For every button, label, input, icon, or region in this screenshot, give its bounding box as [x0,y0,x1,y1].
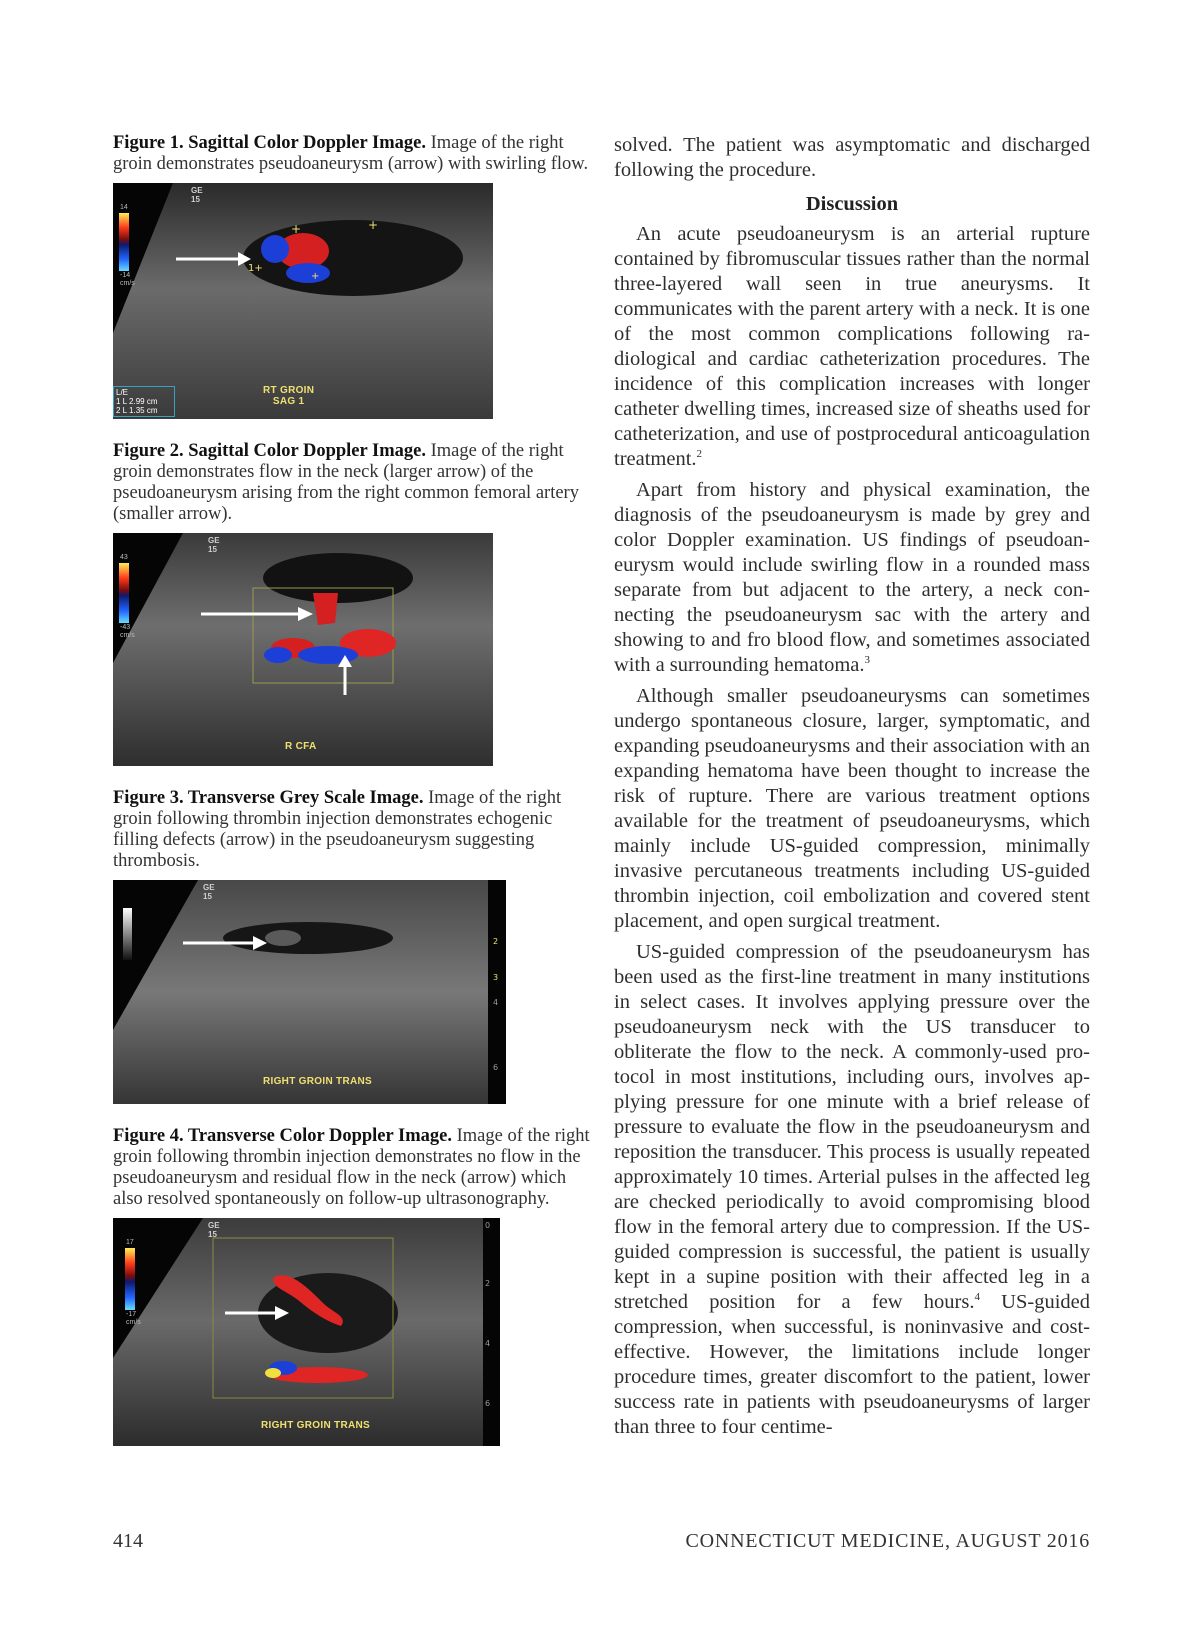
reference-2: 2 [696,448,703,461]
figure-1-overlay-label: RT GROIN SAG 1 [263,385,315,407]
figure-1-ultrasound-graphic [113,183,493,419]
figure-2-text: Image of the right groin demonstrates flow in the neck (larger arrow) of the pseudoaneurysm arising from the right common femoral artery (smaller arrow). [113,441,579,524]
figure-2-overlay-label: R CFA [285,741,317,752]
ge-logo: GE 15 [208,536,220,554]
paragraph-2 [614,478,1090,678]
svg-text:4: 4 [493,998,499,1007]
measurement-box [113,386,175,417]
svg-text:2: 2 [485,1279,491,1288]
figure-3-label: Figure 3. Transverse Grey Scale Image. [113,788,424,808]
figure-4-label: Figure 4. Transverse Color Doppler Image. [113,1126,452,1146]
figure-1-scale-unit: cm/s [120,280,135,287]
svg-text:2: 2 [493,937,499,946]
page-number: 414 [113,1530,143,1552]
figure-2-ultrasound-graphic [113,533,493,766]
figure-1-caption [113,133,593,175]
figure-2-label: Figure 2. Sagittal Color Doppler Image. [113,441,426,461]
figure-3-overlay-label: RIGHT GROIN TRANS [263,1076,372,1087]
paragraph-3: Although smaller pseudoaneurysms can sometimes undergo spontaneous closure, larger, symptomatic, and expanding pseudoaneurysms and their association with an expanding hematoma have been thought to increase the risk of rupture. There are various treatment options available for the treatment of pseudoaneurysms, which mainly include US-guided compression, minimally invasive percutaneous treatments including US-guided thrombin injection, coil embolization and covered stent placement, and open surgical treatment. [614,685,1090,932]
figure-3-ultrasound-graphic [113,880,506,1104]
journal-footer: CONNECTICUT MEDICINE, AUGUST 2016 [685,1530,1090,1552]
ge-logo: GE 15 [208,1221,220,1239]
figure-2-caption [113,441,593,525]
measurement-title: L/E [116,388,129,397]
figure-4-ultrasound-graphic [113,1218,500,1446]
ge-logo: GE 15 [203,883,215,901]
svg-text:+: + [311,271,320,282]
paragraph-4-text-a: US-guided compression of the pseudoaneurysm has been used as the first-line treatment in many institutions in select cases. It involves applying pressure over the pseudoaneurysm neck with the US transducer to obliterate the flow to the neck. A commonly-used protocol in most institutions, including ours, involves applying pressure for one minute with a brief release of pressure to evaluate the flow in the pseudoaneurysm and reposition the transducer. This process is usually repeated approximately 10 times. Arterial pulses in the affected leg are checked periodically to avoid compromising blood flow in the femoral artery due to compression. If the US-guided compression is successful, the patient is usually kept in a supine position with their affected leg in a stretched position for a few hours. [614,941,1090,1313]
figure-1-label: Figure 1. Sagittal Color Doppler Image. [113,133,426,153]
figure-2-scale-unit: cm/s [120,632,135,639]
paragraph-2-text: Apart from history and physical examination, the diagnosis of the pseudoaneurysm is made by grey and color Doppler examination. US findings of pseudoaneurysm would include swirling flow in a rounded mass separate from but adjacent to the artery, a neck connecting the pseudoaneurysm sac with the artery and showing to and fro blood flow, and sometimes associated with a surrounding hematoma. [614,479,1090,676]
figure-1-ultrasound-image [113,183,493,419]
svg-text:4: 4 [485,1339,491,1348]
svg-text:6: 6 [485,1399,491,1408]
figure-3-text: Image of the right groin following thrombin injection demonstrates echogenic filling defects (arrow) in the pseudoaneurysm suggesting thrombosis. [113,788,562,871]
figure-2-scale-top: 43 [120,554,128,561]
figure-4-scale-bottom: -17 [126,1311,137,1318]
figure-4-overlay-label: RIGHT GROIN TRANS [261,1420,370,1431]
figure-2-ultrasound-image [113,533,493,766]
figures-column [113,133,593,1446]
svg-text:3: 3 [493,973,499,982]
svg-text:+: + [368,218,379,232]
figure-4-text: Image of the right groin following thrombin injection demonstrates no flow in the pseudoaneurysm and residual flow in the neck (arrow) which also resolved spontaneously on follow-up ultrasonography. [113,1126,590,1209]
figure-4-ultrasound-image [113,1218,500,1446]
svg-text:+: + [291,222,302,236]
svg-text:1+: 1+ [248,263,263,274]
paragraph-1 [614,222,1090,472]
figure-3-caption [113,788,593,872]
measurement-2: 2 L 1.35 cm [116,406,158,415]
reference-3: 3 [864,654,871,667]
ge-logo: GE 15 [191,186,203,204]
svg-text:0: 0 [485,1221,491,1230]
article-text-column [614,133,1090,1440]
figure-1-scale-top: 14 [120,204,128,211]
figure-3-ultrasound-image [113,880,506,1104]
reference-4: 4 [974,1291,980,1304]
paragraph-4-text-b: US-guided compression, when successful, is noninvasive and cost-effective. However, the limitations include longer procedure times, greater discomfort to the patient, lower success rate in patients with pseudoaneurysms of larger than three to four centime- [614,1291,1091,1438]
svg-text:6: 6 [493,1063,499,1072]
figure-4-scale-top: 17 [126,1239,134,1246]
paragraph-4 [614,940,1090,1440]
figure-4-caption [113,1126,593,1210]
figure-2-scale-bottom: -43 [120,624,131,631]
figure-4-scale-unit: cm/s [126,1319,141,1326]
measurement-1: 1 L 2.99 cm [116,397,158,406]
paragraph-1-text: An acute pseudoaneurysm is an arterial rupture contained by fibromuscular tissues rather than the normal three-layered wall seen in true aneurysms. It communicates with the parent artery with a neck. It is one of the most common complications following radiological and cardiac catheterization procedures. The incidence of this complication increases with longer catheter dwelling times, increased size of sheaths used for catheterization, and use of postprocedural anticoagulation treatment. [614,223,1090,470]
figure-1-scale-bottom: -14 [120,272,131,279]
intro-paragraph: solved. The patient was asymptomatic and discharged following the procedure. [614,134,1090,181]
figure-1-text: Image of the right groin demonstrates pseudoaneurysm (arrow) with swirling flow. [113,133,589,174]
section-heading-discussion: Discussion [805,193,899,215]
